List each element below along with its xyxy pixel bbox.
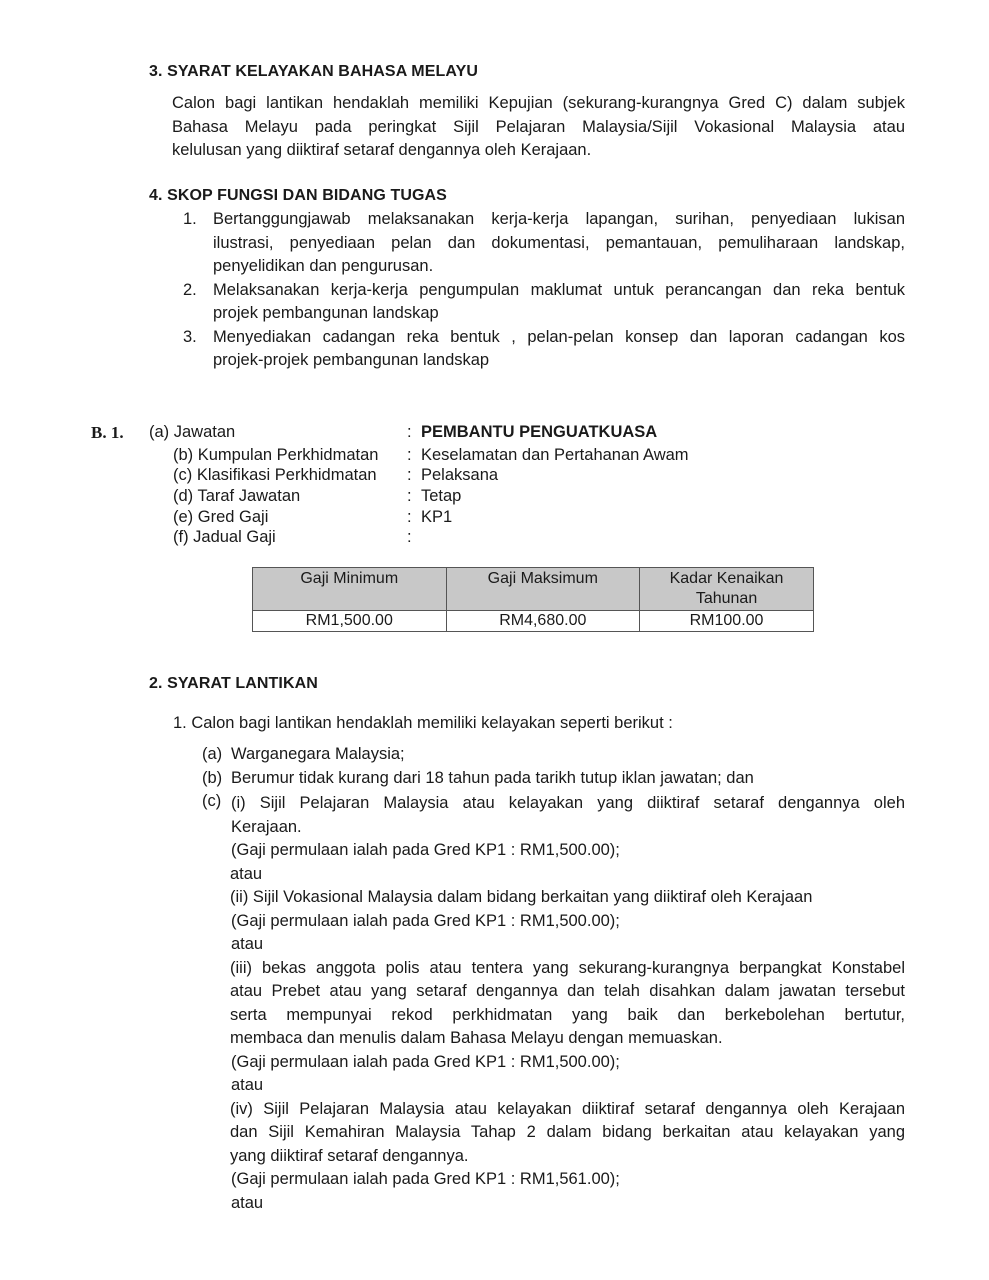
req-c-label: (c) [202,792,222,810]
part-b-label: B. 1. [91,423,124,442]
or-text: atau [231,1076,264,1094]
field-label-jadual: (f) Jadual Gaji [173,528,276,546]
field-label-taraf: (d) Taraf Jawatan [173,487,301,505]
duty-item-line: projek-projek pembangunan landskap [213,351,490,369]
duty-item-line: ilustrasi, penyediaan pelan dan dokumentasi, pemantauan, pemuliharaan landskap, [213,233,905,252]
field-value-gred: KP1 [421,508,453,526]
duty-item-number: 3. [183,327,197,346]
req-c-iii-salary: (Gaji permulaan ialah pada Gred KP1 : RM1,500.00); [231,1052,620,1071]
duty-item-line: Bertanggungjawab melaksanakan kerja-kerja lapangan, surihan, penyediaan lukisan [213,210,905,228]
field-label-jawatan: (a) Jawatan [149,423,236,441]
req-c-iv-line: dan Sijil Kemahiran Malaysia Tahap 2 dalam bidang berkaitan atau kelayakan yang [230,1123,905,1141]
duty-item [183,326,905,373]
duty-item-number: 1. [183,210,197,228]
section-3-line: Bahasa Melayu pada peringkat Sijil Pelajaran Malaysia/Sijil Vokasional Malaysia atau [172,117,905,136]
field-value-klasifikasi: Pelaksana [421,466,499,484]
section-3-body [172,92,905,163]
req-c-iii-line: membaca dan menulis dalam Bahasa Melayu dengan memuaskan. [230,1029,723,1047]
req-b-text: Berumur tidak kurang dari 18 tahun pada tarikh tutup iklan jawatan; dan [231,769,754,787]
appointment-intro: 1. Calon bagi lantikan hendaklah memiliki kelayakan seperti berikut : [173,714,673,732]
salary-table-row [253,611,814,632]
cell-kadar-kenaikan: RM100.00 [640,611,814,632]
duty-item [183,279,905,326]
header-gaji-maksimum: Gaji Maksimum [446,568,640,611]
field-sep: : [407,508,412,526]
section-4-list [183,208,905,373]
req-a-label: (a) [202,745,223,763]
field-sep: : [407,487,412,505]
req-c-body [230,792,905,1215]
field-label-klasifikasi: (c) Klasifikasi Perkhidmatan [173,466,377,484]
req-c-iv-salary: (Gaji permulaan ialah pada Gred KP1 : RM1,561.00); [231,1170,620,1188]
field-sep: : [407,528,412,546]
req-b-label: (b) [202,769,223,787]
section-3-line: kelulusan yang diiktiraf setaraf dengannya oleh Kerajaan. [172,141,592,159]
req-c-i-line: (i) Sijil Pelajaran Malaysia atau kelayakan yang diiktiraf setaraf dengannya oleh [231,794,905,812]
req-c-iii-line: serta mempunyai rekod perkhidmatan yang baik dan berkebolehan bertutur, [230,1005,905,1024]
duty-item-line: projek pembangunan landskap [213,304,439,322]
or-text: atau [230,864,263,883]
duty-item [183,208,905,279]
field-label-gred: (e) Gred Gaji [173,508,269,526]
salary-table-header-row [253,568,814,611]
req-c-i-salary: (Gaji permulaan ialah pada Gred KP1 : RM1,500.00); [231,841,620,859]
section-4-heading: 4. SKOP FUNGSI DAN BIDANG TUGAS [149,187,447,204]
header-gaji-minimum: Gaji Minimum [253,568,447,611]
req-c-ii-salary: (Gaji permulaan ialah pada Gred KP1 : RM1,500.00); [231,911,620,930]
req-c-iv-line: (iv) Sijil Pelajaran Malaysia atau kelayakan diiktiraf setaraf dengannya oleh Kerajaan [230,1099,905,1118]
or-text: atau [231,935,264,953]
section-3-line: Calon bagi lantikan hendaklah memiliki Kepujian (sekurang-kurangnya Gred C) dalam subjek [172,94,905,112]
field-value-kumpulan: Keselamatan dan Pertahanan Awam [421,446,689,464]
field-value-jawatan: PEMBANTU PENGUATKUASA [421,423,658,441]
cell-gaji-maksimum: RM4,680.00 [446,611,640,632]
field-sep: : [407,446,412,464]
duty-item-number: 2. [183,280,197,299]
header-kadar-kenaikan: Kadar Kenaikan Tahunan [640,568,814,611]
cell-gaji-minimum: RM1,500.00 [253,611,447,632]
req-c-iii-line: (iii) bekas anggota polis atau tentera yang sekurang-kurangnya berpangkat Konstabel [230,958,905,977]
field-value-taraf: Tetap [421,487,462,505]
or-text: atau [231,1193,264,1212]
field-label-kumpulan: (b) Kumpulan Perkhidmatan [173,446,379,464]
req-c-ii-line: (ii) Sijil Vokasional Malaysia dalam bidang berkaitan yang diiktiraf oleh Kerajaan [230,888,813,906]
req-c-i-line: Kerajaan. [231,817,302,836]
duty-item-line: Melaksanakan kerja-kerja pengumpulan maklumat untuk perancangan dan reka bentuk [213,280,905,299]
req-c-iv-line: yang diiktiraf setaraf dengannya. [230,1146,469,1165]
req-a-text: Warganegara Malaysia; [231,745,405,763]
field-sep: : [407,423,412,441]
field-sep: : [407,466,412,484]
duty-item-line: Menyediakan cadangan reka bentuk , pelan-pelan konsep dan laporan cadangan kos [213,327,905,346]
salary-table [252,567,814,632]
req-c-iii-line: atau Prebet atau yang setaraf dengannya dan telah disahkan dalam jawatan tersebut [230,982,905,1000]
section-3-heading: 3. SYARAT KELAYAKAN BAHASA MELAYU [149,63,478,80]
duty-item-line: penyelidikan dan pengurusan. [213,257,434,275]
section-2-heading: 2. SYARAT LANTIKAN [149,675,318,692]
